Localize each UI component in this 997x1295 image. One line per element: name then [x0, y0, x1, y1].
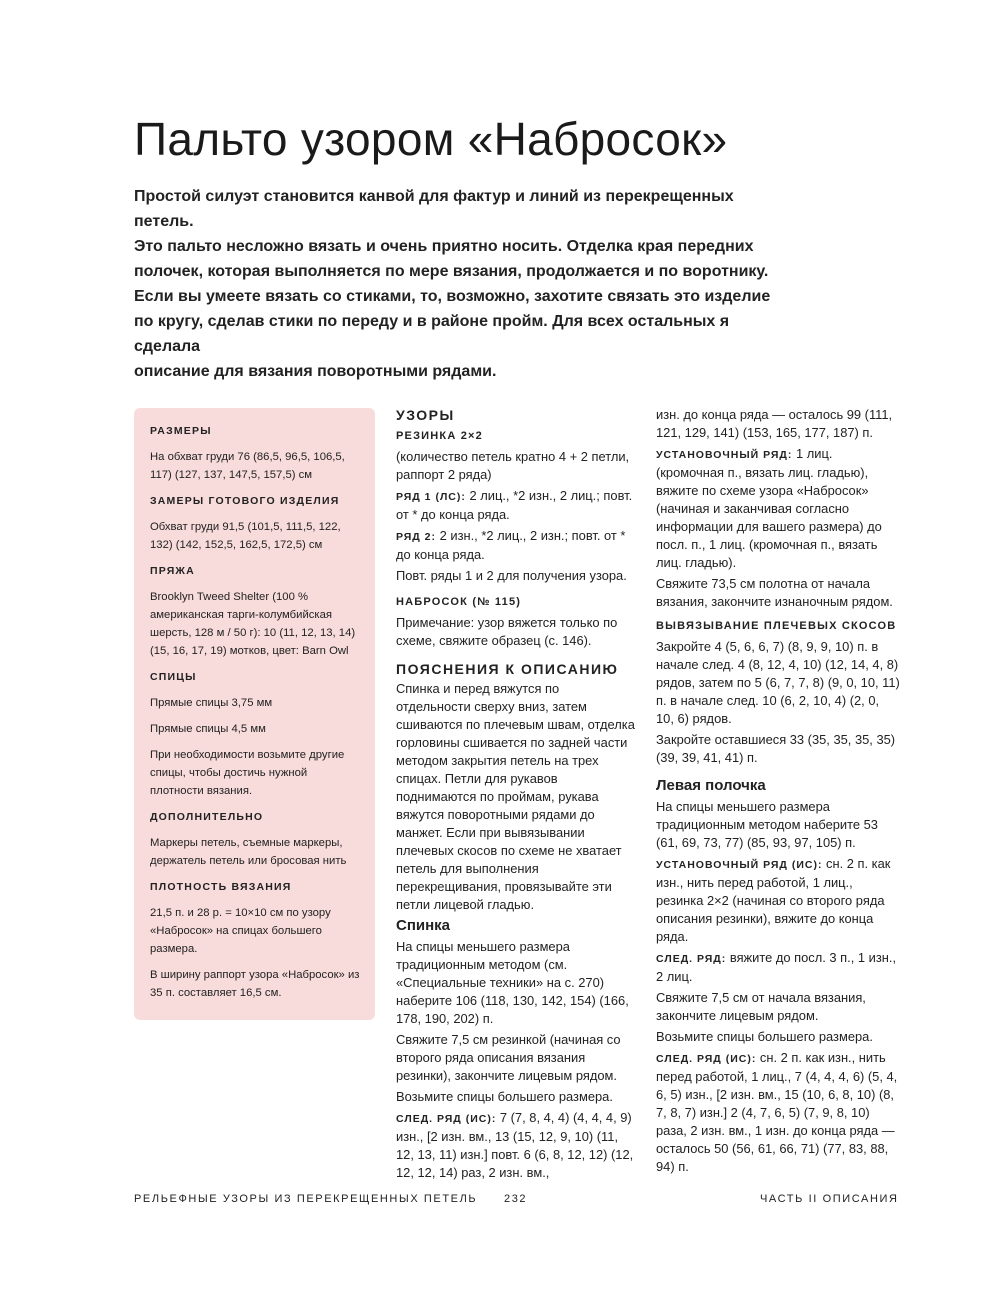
rib-row-2 [396, 527, 636, 564]
gauge-heading: ПЛОТНОСТЬ ВЯЗАНИЯ [150, 881, 292, 893]
needles-item: Прямые спицы 4,5 мм [150, 723, 266, 735]
intro-line: описание для вязания поворотными рядами. [134, 363, 497, 380]
row-text: сн. 2 п. как изн., нить перед работой, 1 лиц., 7 (4, 4, 4, 6) (5, 4, 6, 5) изн., [2 изн. вм., 15 (10, 6, 8, 10) (8, 7, 8, 7) изн.] 2 (4, 7, 6, 5) (7, 9, 8, 10) раза, 2 изн. вм., 1 изн. до конца ряда — осталось 50 (56, 61, 66, 71) (77, 83, 88, 94) п. [656, 1050, 898, 1174]
intro-line: полочек, которая выполняется по мере вязания, продолжается и по воротнику. [134, 263, 769, 280]
instructions-column-1 [396, 406, 636, 1185]
needles-heading: СПИЦЫ [150, 671, 197, 683]
sizes-heading: РАЗМЕРЫ [150, 425, 212, 437]
patterns-heading: УЗОРЫ [396, 407, 455, 423]
intro-paragraph [134, 184, 794, 384]
row-lead: РЯД 2: [396, 531, 437, 543]
sketch-heading: НАБРОСОК (№ 115) [396, 596, 522, 608]
notes-heading: ПОЯСНЕНИЯ К ОПИСАНИЮ [396, 661, 619, 677]
shoulder-text: Закройте 4 (5, 6, 6, 7) (8, 9, 9, 10) п. в начале след. 4 (8, 12, 4, 10) (12, 14, 4, 8) рядов, затем по 5 (6, 7, 7, 8) (9, 0, 10, 11) п. в начале след. 10 (6, 2, 10, 4) (2, 0, 10, 6) рядов. [656, 639, 900, 726]
row-lead: РЯД 1 (ЛС): [396, 491, 466, 503]
row-text: 2 лиц., *2 изн., 2 лиц.; повт. от * до конца ряда. [396, 488, 633, 522]
footer-section-title: РЕЛЬЕФНЫЕ УЗОРЫ ИЗ ПЕРЕКРЕЩЕННЫХ ПЕТЕЛЬ [134, 1193, 478, 1205]
gauge-text: В ширину раппорт узора «Набросок» из 35 п. составляет 16,5 см. [150, 969, 360, 999]
row-text: 1 лиц. (кромочная п., вязать лиц. гладью), вяжите по схеме узора «Набросок» (начиная и заканчивая согласно информации для вашего размера) до посл. п., 1 лиц. (кромочная п., вязать лиц. гладью). [656, 446, 882, 570]
row-lead: СЛЕД. РЯД: [656, 953, 727, 965]
next-row-3 [656, 1049, 900, 1176]
row-lead: СЛЕД. РЯД (ИС): [656, 1053, 757, 1065]
next-row [396, 1109, 636, 1182]
bindoff-text: Закройте оставшиеся 33 (35, 35, 35, 35) (39, 39, 41, 41) п. [656, 732, 896, 765]
finished-text: Обхват груди 91,5 (101,5, 111,5, 122, 132) (142, 152,5, 162,5, 172,5) см [150, 521, 341, 551]
page-number: 232 [504, 1193, 528, 1205]
intro-line: по кругу, сделав стики по переду и в районе пройм. Для всех остальных я сделала [134, 313, 730, 355]
page-title: Пальто узором «Набросок» [134, 113, 728, 165]
shoulder-heading: ВЫВЯЗЫВАНИЕ ПЛЕЧЕВЫХ СКОСОВ [656, 620, 897, 632]
sketch-text: Примечание: узор вяжется только по схеме, свяжите образец (с. 146). [396, 615, 618, 648]
bigger-needles-text: Возьмите спицы большего размера. [656, 1029, 873, 1044]
rib-text: (количество петель кратно 4 + 2 петли, раппорт 2 ряда) [396, 449, 630, 482]
notes-text: Спинка и перед вяжутся по отдельности сверху вниз, затем сшиваются по плечевым швам, отделка горловины сшивается по задней части методом закрытия петель на трех спицах. Петли для рукавов поднимаются по проймам, рукава вяжутся поворотными рядами до манжет. Если при вывязывании плечевых скосов по схеме не хватает петель для выполнения перекрещивания, провязывайте эти петли лицевой гладью. [396, 681, 635, 912]
back-text: Свяжите 7,5 см резинкой (начиная со второго ряда описания вязания резинки), закончите лицевым рядом. [396, 1032, 621, 1083]
rib-heading: РЕЗИНКА 2×2 [396, 430, 483, 442]
left-front-text: На спицы меньшего размера традиционным методом наберите 53 (61, 69, 73, 77) (85, 93, 97, 105) п. [656, 799, 878, 850]
back-text: На спицы меньшего размера традиционным методом (см. «Специальные техники» на с. 270) наберите 106 (118, 130, 142, 154) (166, 178, 190, 202) п. [396, 939, 629, 1026]
instructions-column-2 [656, 406, 900, 1179]
row-text: 2 изн., *2 лиц., 2 изн.; повт. от * до конца ряда. [396, 528, 626, 562]
rib-length-text: Свяжите 7,5 см от начала вязания, закончите лицевым рядом. [656, 990, 866, 1023]
finished-heading: ЗАМЕРЫ ГОТОВОГО ИЗДЕЛИЯ [150, 495, 340, 507]
yarn-heading: ПРЯЖА [150, 565, 195, 577]
continued-text: изн. до конца ряда — осталось 99 (111, 121, 129, 141) (153, 165, 177, 187) п. [656, 407, 893, 440]
next-row-2 [656, 949, 900, 986]
back-text: Возьмите спицы большего размера. [396, 1089, 613, 1104]
intro-line: Это пальто несложно вязать и очень приятно носить. Отделка края передних [134, 238, 754, 255]
intro-line: Если вы умеете вязать со стиками, то, возможно, захотите связать это изделие [134, 288, 771, 305]
row-lead: СЛЕД. РЯД (ИС): [396, 1113, 497, 1125]
needles-item: Прямые спицы 3,75 мм [150, 697, 273, 709]
needles-note: При необходимости возьмите другие спицы, чтобы достичь нужной плотности вязания. [150, 749, 345, 797]
back-heading: Спинка [396, 917, 451, 934]
row-lead: УСТАНОВОЧНЫЙ РЯД (ИС): [656, 859, 823, 871]
row-text: сн. 2 п. как изн., нить перед работой, 1 лиц., резинка 2×2 (начиная со второго ряда описания резинки), вяжите до конца ряда. [656, 856, 891, 944]
extra-text: Маркеры петель, съемные маркеры, держатель петель или бросовая нить [150, 837, 347, 867]
left-front-heading: Левая полочка [656, 777, 766, 794]
setup-row-2 [656, 855, 900, 946]
yarn-text: Brooklyn Tweed Shelter (100 % американская тарги-колумбийская шерсть, 128 м / 50 г): 10 (11, 12, 13, 14) (15, 16, 17, 19) мотков, цвет: Barn Owl [150, 591, 356, 657]
rib-row-1 [396, 487, 636, 524]
specs-sidebar [134, 408, 375, 1020]
row-lead: УСТАНОВОЧНЫЙ РЯД: [656, 449, 793, 461]
rib-repeat: Повт. ряды 1 и 2 для получения узора. [396, 568, 627, 583]
footer-part-title: ЧАСТЬ II ОПИСАНИЯ [760, 1193, 899, 1205]
setup-row [656, 445, 900, 572]
sizes-text: На обхват груди 76 (86,5, 96,5, 106,5, 117) (127, 137, 147,5, 157,5) см [150, 451, 345, 481]
intro-line: Простой силуэт становится канвой для фактур и линий из перекрещенных петель. [134, 188, 734, 230]
row-text: 7 (7, 8, 4, 4) (4, 4, 4, 9) изн., [2 изн. вм., 13 (15, 12, 9, 10) (11, 12, 13, 11) изн.] повт. 6 (6, 8, 12, 12) (12, 12, 12, 14) раз, 2 изн. вм., [396, 1110, 634, 1180]
knit-length-text: Свяжите 73,5 см полотна от начала вязания, закончите изнаночным рядом. [656, 576, 893, 609]
row-text: вяжите до посл. 3 п., 1 изн., 2 лиц. [656, 950, 897, 984]
gauge-text: 21,5 п. и 28 р. = 10×10 см по узору «Набросок» на спицах большего размера. [150, 907, 331, 955]
extra-heading: ДОПОЛНИТЕЛЬНО [150, 811, 264, 823]
